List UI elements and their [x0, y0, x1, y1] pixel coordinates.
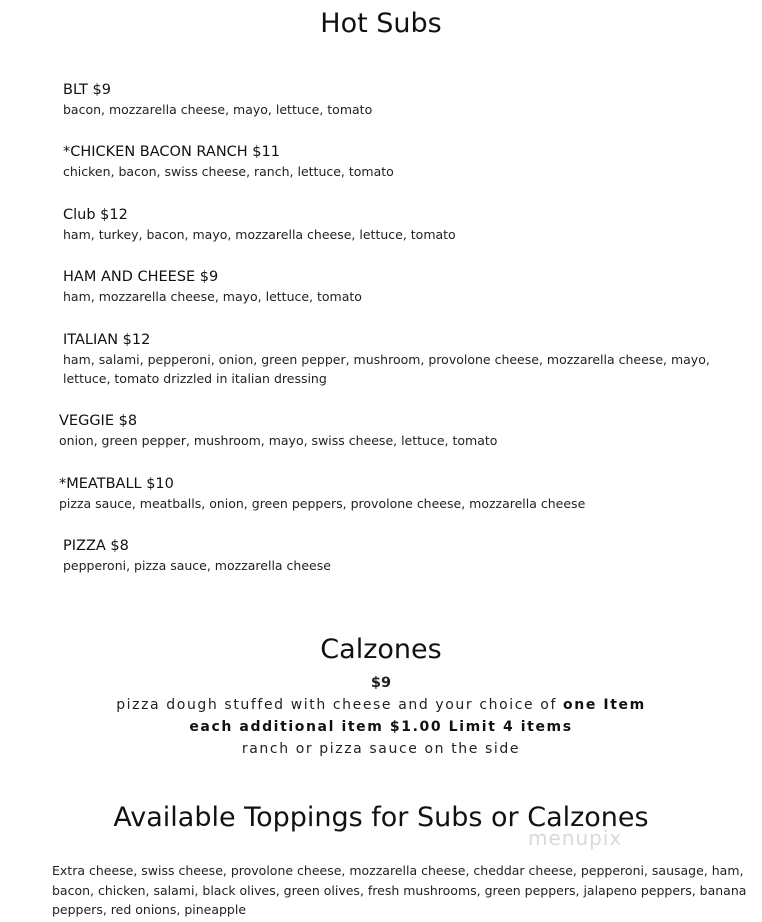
item-name: *MEATBALL $10 [59, 476, 174, 492]
calzones-additional-items: each additional item $1.00 Limit 4 items [189, 719, 573, 735]
item-description: pizza sauce, meatballs, onion, green peppers, provolone cheese, mozzarella cheese [59, 496, 586, 511]
toppings-title: Available Toppings for Subs or Calzones [113, 802, 649, 833]
item-description: ham, salami, pepperoni, onion, green pepper, mushroom, provolone cheese, mozzarella cheese, mayo, [63, 352, 710, 367]
item-description: ham, turkey, bacon, mayo, mozzarella cheese, lettuce, tomato [63, 227, 456, 242]
item-description: chicken, bacon, swiss cheese, ranch, lettuce, tomato [63, 164, 394, 179]
item-description-continued: lettuce, tomato drizzled in italian dressing [63, 371, 327, 386]
item-name: HAM AND CHEESE $9 [63, 269, 219, 285]
calzones-title: Calzones [320, 634, 442, 665]
menu-item-italian [63, 330, 710, 388]
menu-item-chicken-bacon-ranch [63, 142, 394, 181]
item-description: pepperoni, pizza sauce, mozzarella cheese [63, 558, 331, 573]
toppings-list: Extra cheese, swiss cheese, provolone cheese, mozzarella cheese, cheddar cheese, pepperoni, sausage, ham, bacon, chicken, salami, black olives, green olives, fresh mushrooms, green peppers, jalapeno peppers, banana peppers, red onions, pineapple [52, 863, 747, 917]
menu-item-blt [63, 80, 372, 119]
calzones-one-item: one Item [563, 697, 646, 713]
item-name: ITALIAN $12 [63, 332, 151, 348]
item-description: ham, mozzarella cheese, mayo, lettuce, tomato [63, 289, 362, 304]
item-name: *CHICKEN BACON RANCH $11 [63, 144, 280, 160]
menu-item-ham-and-cheese [63, 267, 362, 306]
item-description: bacon, mozzarella cheese, mayo, lettuce, tomato [63, 102, 373, 117]
item-name: Club $12 [63, 207, 128, 223]
calzones-description-text: pizza dough stuffed with cheese and your choice of [116, 697, 564, 713]
item-name: BLT $9 [63, 82, 111, 98]
hot-subs-title: Hot Subs [320, 8, 442, 39]
menu-item-club [63, 205, 456, 244]
menu-item-pizza [63, 536, 331, 575]
menu-item-meatball [59, 474, 585, 513]
calzones-description [0, 694, 762, 716]
menu-item-veggie [59, 411, 497, 450]
item-description: onion, green pepper, mushroom, mayo, swiss cheese, lettuce, tomato [59, 433, 498, 448]
item-name: PIZZA $8 [63, 538, 129, 554]
calzones-sauce-note: ranch or pizza sauce on the side [241, 741, 521, 757]
item-name: VEGGIE $8 [59, 413, 138, 429]
calzones-price: $9 [370, 675, 392, 691]
menupix-watermark: menupix [528, 826, 623, 850]
